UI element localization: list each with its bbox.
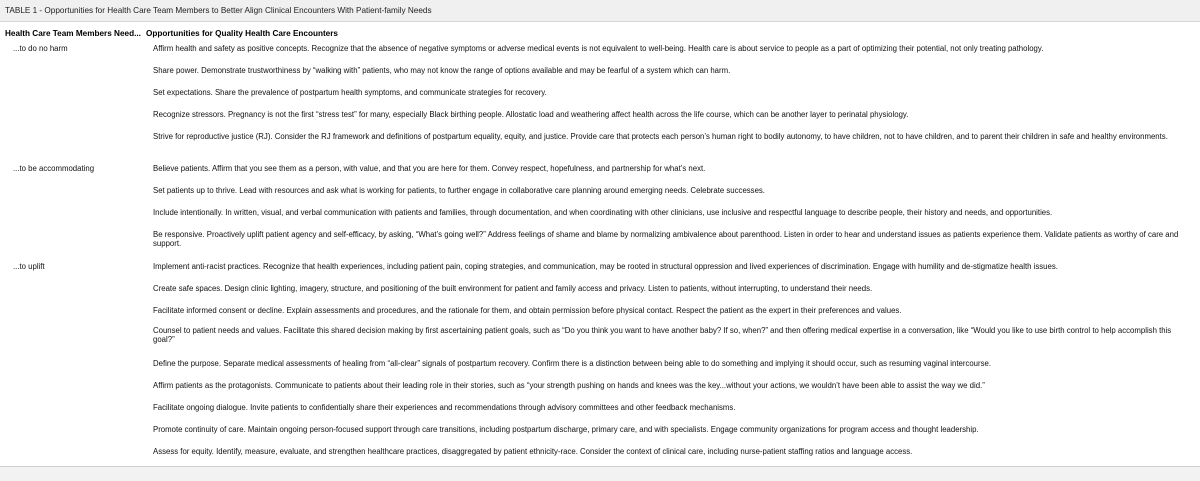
- opportunity-item: Recognize stressors. Pregnancy is not the first “stress test” for many, especially Black birthing people. Allostatic load and weathering affect health across the life course, which can be another layer to perinatal physiology.: [153, 110, 909, 119]
- opportunity-item: Assess for equity. Identify, measure, evaluate, and strengthen healthcare practices, disaggregated by patient ethnicity-race. Consider the context of clinical care, including nurse-patient staffing ratios and language access.: [153, 447, 913, 456]
- opportunity-item: Affirm health and safety as positive concepts. Recognize that the absence of negative symptoms or adverse medical events is not equivalent to well-being. Health care is about service to people as a part of optimizing their potential, not only treating pathology.: [153, 44, 1044, 53]
- opportunity-item: Implement anti-racist practices. Recognize that health experiences, including patient pain, coping strategies, and communication, may be rooted in structural oppression and lived experiences of discrimination. Engage with humility and de-stigmatize health issues.: [153, 262, 1058, 271]
- opportunity-item: Facilitate ongoing dialogue. Invite patients to confidentially share their experiences and recommendations through advisory committees and other feedback mechanisms.: [153, 403, 736, 412]
- opportunity-item: Believe patients. Affirm that you see them as a person, with value, and that you are here for them. Convey respect, hopefulness, and partnership for what’s next.: [153, 164, 706, 173]
- row-category-do-no-harm: ...to do no harm: [13, 44, 68, 53]
- column-header-needs: Health Care Team Members Need...: [5, 29, 141, 38]
- opportunity-item: Share power. Demonstrate trustworthiness by “walking with” patients, who may not know the range of options available and may be fearful of a system which can harm.: [153, 66, 731, 75]
- opportunity-item: Be responsive. Proactively uplift patient agency and self-efficacy, by asking, “What’s going well?” Address feelings of shame and blame by normalizing ambivalence about parenthood. Listen in order to hear and understand issues as patients experience them. Validate patients as worthy of care and support.: [153, 230, 1179, 248]
- opportunity-item: Strive for reproductive justice (RJ). Consider the RJ framework and definitions of postpartum equality, equity, and justice. Provide care that protects each person’s human right to bodily autonomy, to have children, not to have children, and to parent their children in safe and healthy environments.: [153, 132, 1168, 141]
- row-category-accommodating: ...to be accommodating: [13, 164, 95, 173]
- opportunity-item: Set patients up to thrive. Lead with resources and ask what is working for patients, to further engage in collaborative care planning around emerging needs. Celebrate successes.: [153, 186, 765, 195]
- opportunity-item: Define the purpose. Separate medical assessments of healing from “all-clear” signals of postpartum recovery. Confirm there is a distinction between being able to do something and implying it should occur, such as resuming vaginal intercourse.: [153, 359, 992, 368]
- footer-bar: [0, 466, 1200, 481]
- opportunity-item: Facilitate informed consent or decline. Explain assessments and procedures, and the rationale for them, and obtain permission before physical contact. Respect the patient as the expert in their preferences and values.: [153, 306, 902, 315]
- opportunity-item: Promote continuity of care. Maintain ongoing person-focused support through care transitions, including postpartum discharge, primary care, and with specialists. Engage community organizations for program access and thought leadership.: [153, 425, 979, 434]
- table-caption: TABLE 1 - Opportunities for Health Care Team Members to Better Align Clinical Encounters With Patient-family Needs: [0, 0, 1200, 22]
- column-header-opportunities: Opportunities for Quality Health Care Encounters: [146, 29, 338, 38]
- opportunity-item: Counsel to patient needs and values. Facilitate this shared decision making by first ascertaining patient goals, such as “Do you think you want to have another baby? If so, when?” and then offering medical expertise in a conversation, like “Would you like to use birth control to help accomplish this goal?”: [153, 326, 1172, 344]
- opportunity-item: Create safe spaces. Design clinic lighting, imagery, structure, and positioning of the built environment for patient and family access and privacy. Listen to patients, without interrupting, to understand their needs.: [153, 284, 873, 293]
- opportunity-item: Set expectations. Share the prevalence of postpartum health symptoms, and communicate strategies for recovery.: [153, 88, 547, 97]
- opportunity-item: Include intentionally. In written, visual, and verbal communication with patients and families, through documentation, and when coordinating with other clinicians, use inclusive and respectful language to describe people, their history and needs, and opportunities.: [153, 208, 1053, 217]
- row-category-uplift: ...to uplift: [13, 262, 45, 271]
- opportunity-item: Affirm patients as the protagonists. Communicate to patients about their leading role in their stories, such as “your strength pushing on hands and knees was the key...without your actions, we wouldn’t have been able to assist the way we did.”: [153, 381, 985, 390]
